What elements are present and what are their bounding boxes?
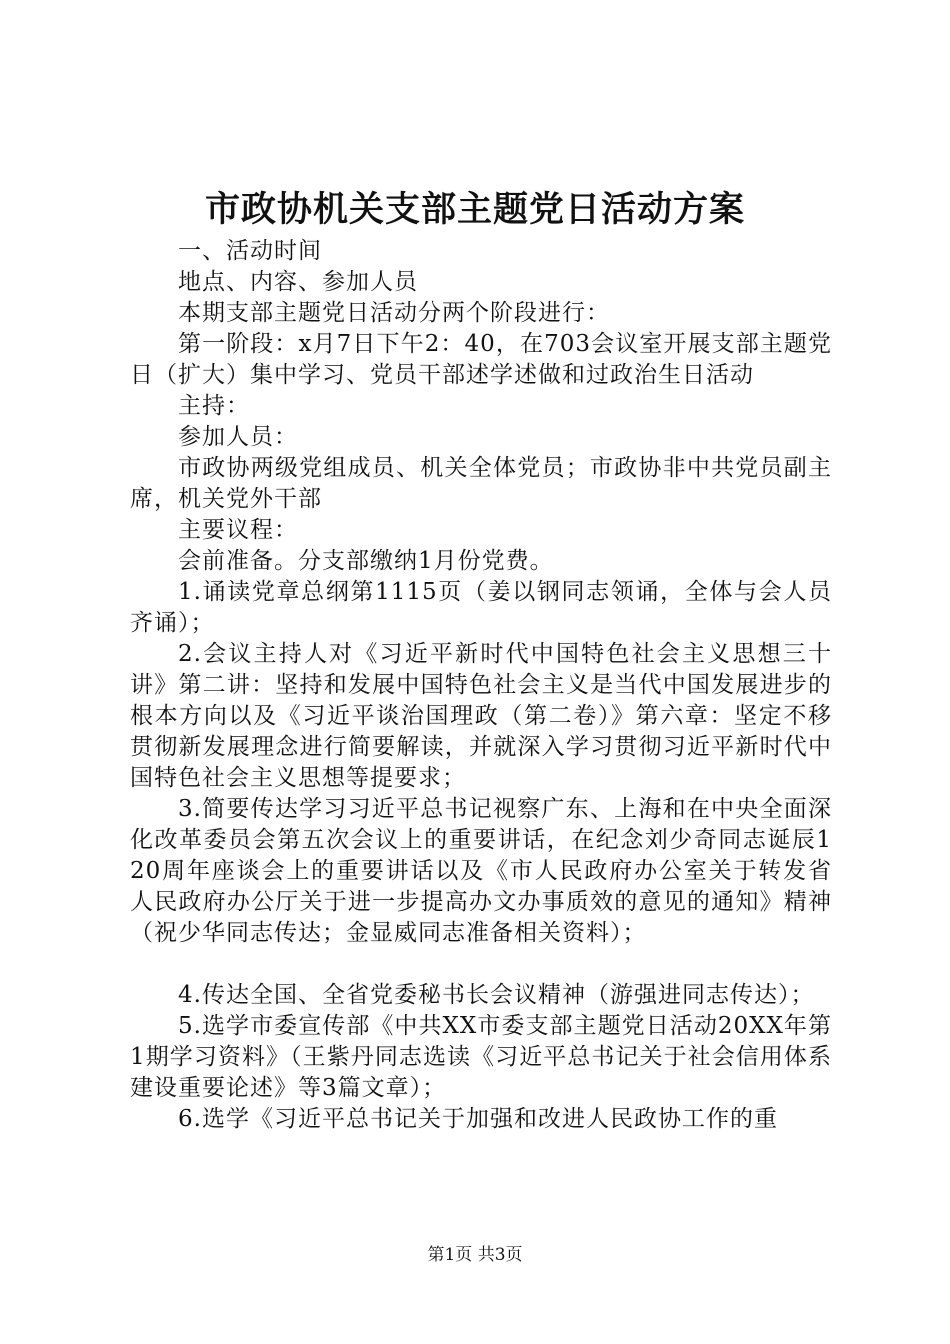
paragraph: 3.简要传达学习习近平总书记视察广东、上海和在中央全面深化改革委员会第五次会议上的重要讲话，在纪念刘少奇同志诞辰120周年座谈会上的重要讲话以及《市人民政府办公室关于转发省人民政府办公厅关于进一步提高办文办事质效的意见的通知》精神（祝少华同志传达；金显威同志准备相关资料）； — [130, 796, 832, 946]
paragraph: 主持： — [178, 393, 250, 419]
paragraph: 5.选学市委宣传部《中共XX市委支部主题党日活动20XX年第1期学习资料》（王紫丹同志选读《习近平总书记关于社会信用体系建设重要论述》等3篇文章）； — [130, 1013, 832, 1101]
paragraph: 一、活动时间 — [178, 238, 322, 264]
paragraph: 本期支部主题党日活动分两个阶段进行： — [178, 300, 610, 326]
paragraph: 6.选学《习近平总书记关于加强和改进人民政协工作的重 — [178, 1106, 778, 1132]
paragraph: 地点、内容、参加人员 — [178, 269, 418, 295]
paragraph: 主要议程： — [178, 517, 298, 543]
paragraph: 市政协两级党组成员、机关全体党员；市政协非中共党员副主席，机关党外干部 — [130, 455, 832, 512]
paragraph: 第一阶段：x月7日下午2：40，在703会议室开展支部主题党日（扩大）集中学习、党员干部述学述做和过政治生日活动 — [130, 331, 832, 388]
paragraph: 1.诵读党章总纲第1115页（姜以钢同志领诵，全体与会人员齐诵）； — [130, 579, 832, 636]
paragraph: 参加人员： — [178, 424, 298, 450]
paragraph: 4.传达全国、全省党委秘书长会议精神（游强进同志传达）； — [178, 982, 815, 1008]
document-title: 市政协机关支部主题党日活动方案 — [204, 189, 745, 230]
document-body — [130, 236, 832, 1135]
page-footer: 第1页 共3页 — [427, 1245, 523, 1265]
paragraph: 会前准备。分支部缴纳1月份党费。 — [178, 548, 554, 574]
paragraph: 2.会议主持人对《习近平新时代中国特色社会主义思想三十讲》第二讲：坚持和发展中国特色社会主义是当代中国发展进步的根本方向以及《习近平谈治国理政（第二卷）》第六章：坚定不移贯彻新发展理念进行简要解读，并就深入学习贯彻习近平新时代中国特色社会主义思想等提要求； — [130, 641, 832, 791]
